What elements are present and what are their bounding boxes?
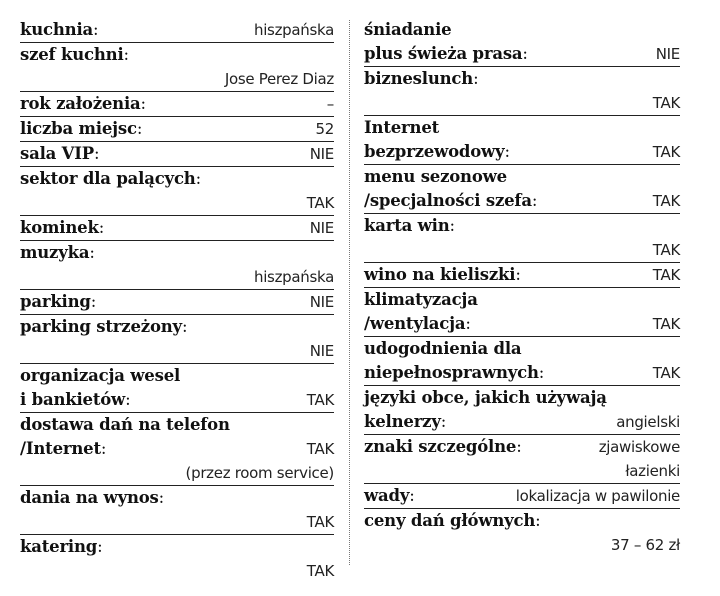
info-label: parking: xyxy=(20,292,97,311)
info-line xyxy=(364,67,680,91)
info-value: 37 – 62 zł xyxy=(610,536,680,554)
info-entry-sala-vip xyxy=(20,142,334,167)
left-column xyxy=(20,18,334,583)
info-label: kuchnia: xyxy=(20,20,99,39)
info-label: dania na wynos: xyxy=(20,488,165,507)
label-colon: : xyxy=(100,439,107,458)
info-line xyxy=(20,142,334,166)
info-line xyxy=(20,510,334,534)
info-label: liczba miejsc: xyxy=(20,119,143,138)
label-colon: : xyxy=(125,390,131,409)
info-value: TAK xyxy=(652,315,680,333)
info-value: zjawiskowe xyxy=(598,438,680,456)
info-value: NIE xyxy=(309,293,334,311)
info-line xyxy=(20,339,334,363)
info-label: /wentylacja: xyxy=(364,314,471,333)
info-label: kominek: xyxy=(20,218,105,237)
info-line xyxy=(20,43,334,67)
info-entry-kuchnia xyxy=(20,18,334,43)
info-line xyxy=(364,361,680,385)
label-colon: : xyxy=(89,243,95,262)
info-label: /Internet: xyxy=(20,439,107,458)
info-label: szef kuchni: xyxy=(20,45,129,64)
info-line xyxy=(364,533,680,557)
info-label: udogodnienia dla xyxy=(364,339,522,358)
info-label: znaki szczególne: xyxy=(364,437,522,456)
info-value: NIE xyxy=(655,45,680,63)
label-colon: : xyxy=(409,486,415,505)
info-label: wino na kieliszki: xyxy=(364,265,521,284)
info-line xyxy=(364,238,680,262)
info-entry-udogodnienia-dla xyxy=(364,337,680,386)
info-line xyxy=(20,117,334,141)
info-entry-sniadanie xyxy=(364,18,680,67)
info-line xyxy=(20,315,334,339)
info-line xyxy=(20,18,334,42)
label-colon: : xyxy=(94,144,100,163)
label-colon: : xyxy=(97,537,103,556)
info-line xyxy=(20,461,334,485)
label-colon: : xyxy=(136,119,143,138)
info-line xyxy=(364,459,680,483)
info-entry-muzyka xyxy=(20,241,334,290)
info-label: ceny dań głównych: xyxy=(364,511,541,530)
info-label: bezprzewodowy: xyxy=(364,142,510,161)
info-line xyxy=(364,509,680,533)
label-colon: : xyxy=(140,94,146,113)
info-entry-wino-na-kieliszki xyxy=(364,263,680,288)
info-value: hiszpańska xyxy=(253,21,334,39)
info-entry-liczba-miejsc xyxy=(20,117,334,142)
info-line xyxy=(364,288,680,312)
info-label: Internet xyxy=(364,118,440,137)
label-colon: : xyxy=(531,191,538,210)
info-entry-parking xyxy=(20,290,334,315)
info-line xyxy=(20,486,334,510)
info-line xyxy=(364,91,680,115)
info-label: sala VIP: xyxy=(20,144,100,163)
info-entry-dania-na-wynos xyxy=(20,486,334,535)
info-line xyxy=(364,263,680,287)
label-colon: : xyxy=(181,317,188,336)
info-line xyxy=(364,18,680,42)
info-value: TAK xyxy=(306,562,334,580)
info-line xyxy=(20,241,334,265)
info-entry-parking-strzezony xyxy=(20,315,334,364)
info-line xyxy=(364,484,680,508)
info-line xyxy=(364,140,680,164)
info-line xyxy=(20,92,334,116)
info-entry-klimatyzacja xyxy=(364,288,680,337)
info-entry-wady xyxy=(364,484,680,509)
info-line xyxy=(364,435,680,459)
info-label: kelnerzy: xyxy=(364,412,447,431)
info-label: karta win: xyxy=(364,216,455,235)
info-value: 52 xyxy=(315,120,334,138)
info-entry-znaki-szczegolne xyxy=(364,435,680,484)
right-column xyxy=(364,18,680,557)
info-entry-katering xyxy=(20,535,334,583)
info-entry-szef-kuchni xyxy=(20,43,334,92)
info-line xyxy=(20,535,334,559)
label-colon: : xyxy=(90,292,97,311)
info-entry-jezyki-obce-jakich-uzywaja xyxy=(364,386,680,435)
info-line xyxy=(20,216,334,240)
info-line xyxy=(20,167,334,191)
info-line xyxy=(364,312,680,336)
label-colon: : xyxy=(123,45,129,64)
info-label: organizacja wesel xyxy=(20,366,181,385)
info-line xyxy=(364,165,680,189)
info-entry-internet xyxy=(364,116,680,165)
info-label: /specjalności szefa: xyxy=(364,191,538,210)
info-entry-karta-win xyxy=(364,214,680,263)
info-line xyxy=(364,386,680,410)
label-colon: : xyxy=(465,314,471,333)
info-line xyxy=(364,337,680,361)
column-divider xyxy=(349,20,350,565)
label-colon: : xyxy=(158,488,165,507)
info-line xyxy=(364,116,680,140)
info-line xyxy=(364,214,680,238)
info-value: NIE xyxy=(309,342,334,360)
info-line xyxy=(20,388,334,412)
info-entry-rok-zalozenia xyxy=(20,92,334,117)
info-line xyxy=(20,265,334,289)
info-value: – xyxy=(326,95,334,113)
info-value: łazienki xyxy=(625,462,680,480)
info-value: angielski xyxy=(616,413,680,431)
label-colon: : xyxy=(522,44,528,63)
info-label: bizneslunch: xyxy=(364,69,479,88)
info-label: wady: xyxy=(364,486,415,505)
label-colon: : xyxy=(440,412,447,431)
info-entry-bizneslunch xyxy=(364,67,680,116)
info-label: dostawa dań na telefon xyxy=(20,415,230,434)
info-line xyxy=(20,437,334,461)
info-line xyxy=(364,189,680,213)
info-value: Jose Perez Diaz xyxy=(224,70,334,88)
info-label: rok założenia: xyxy=(20,94,146,113)
info-value: TAK xyxy=(652,364,680,382)
info-line xyxy=(20,559,334,583)
info-label: języki obce, jakich używają xyxy=(364,388,607,407)
info-label: sektor dla palących: xyxy=(20,169,201,188)
label-colon: : xyxy=(473,69,479,88)
label-colon: : xyxy=(516,437,522,456)
info-value: TAK xyxy=(306,513,334,531)
label-colon: : xyxy=(449,216,455,235)
info-label: katering: xyxy=(20,537,103,556)
info-entry-kominek xyxy=(20,216,334,241)
info-line xyxy=(364,410,680,434)
info-value: TAK xyxy=(306,194,334,212)
info-entry-ceny-dan-glownych xyxy=(364,509,680,557)
info-value: TAK xyxy=(652,266,680,284)
label-colon: : xyxy=(515,265,521,284)
label-colon: : xyxy=(195,169,201,188)
info-value: (przez room service) xyxy=(185,464,334,482)
label-colon: : xyxy=(98,218,105,237)
label-colon: : xyxy=(535,511,541,530)
info-label: niepełnosprawnych: xyxy=(364,363,545,382)
info-value: hiszpańska xyxy=(253,268,334,286)
info-label: muzyka: xyxy=(20,243,95,262)
info-line xyxy=(20,191,334,215)
info-label: parking strzeżony: xyxy=(20,317,188,336)
info-value: TAK xyxy=(652,143,680,161)
info-label: plus świeża prasa: xyxy=(364,44,528,63)
info-line xyxy=(20,290,334,314)
info-line xyxy=(20,364,334,388)
info-value: TAK xyxy=(652,192,680,210)
info-value: TAK xyxy=(652,241,680,259)
info-entry-menu-sezonowe xyxy=(364,165,680,214)
info-label: i bankietów: xyxy=(20,390,131,409)
label-colon: : xyxy=(538,363,545,382)
info-line xyxy=(364,42,680,66)
label-colon: : xyxy=(504,142,510,161)
info-value: TAK xyxy=(652,94,680,112)
label-colon: : xyxy=(93,20,99,39)
info-entry-dostawa-dan-na-telefon xyxy=(20,413,334,486)
info-label: śniadanie xyxy=(364,20,452,39)
info-line xyxy=(20,413,334,437)
info-label: klimatyzacja xyxy=(364,290,478,309)
info-value: lokalizacja w pawilonie xyxy=(515,487,680,505)
info-value: TAK xyxy=(306,391,334,409)
info-value: TAK xyxy=(306,440,334,458)
info-value: NIE xyxy=(309,219,334,237)
info-value: NIE xyxy=(309,145,334,163)
info-line xyxy=(20,67,334,91)
info-entry-sektor-dla-palacych xyxy=(20,167,334,216)
info-entry-organizacja-wesel xyxy=(20,364,334,413)
info-label: menu sezonowe xyxy=(364,167,507,186)
